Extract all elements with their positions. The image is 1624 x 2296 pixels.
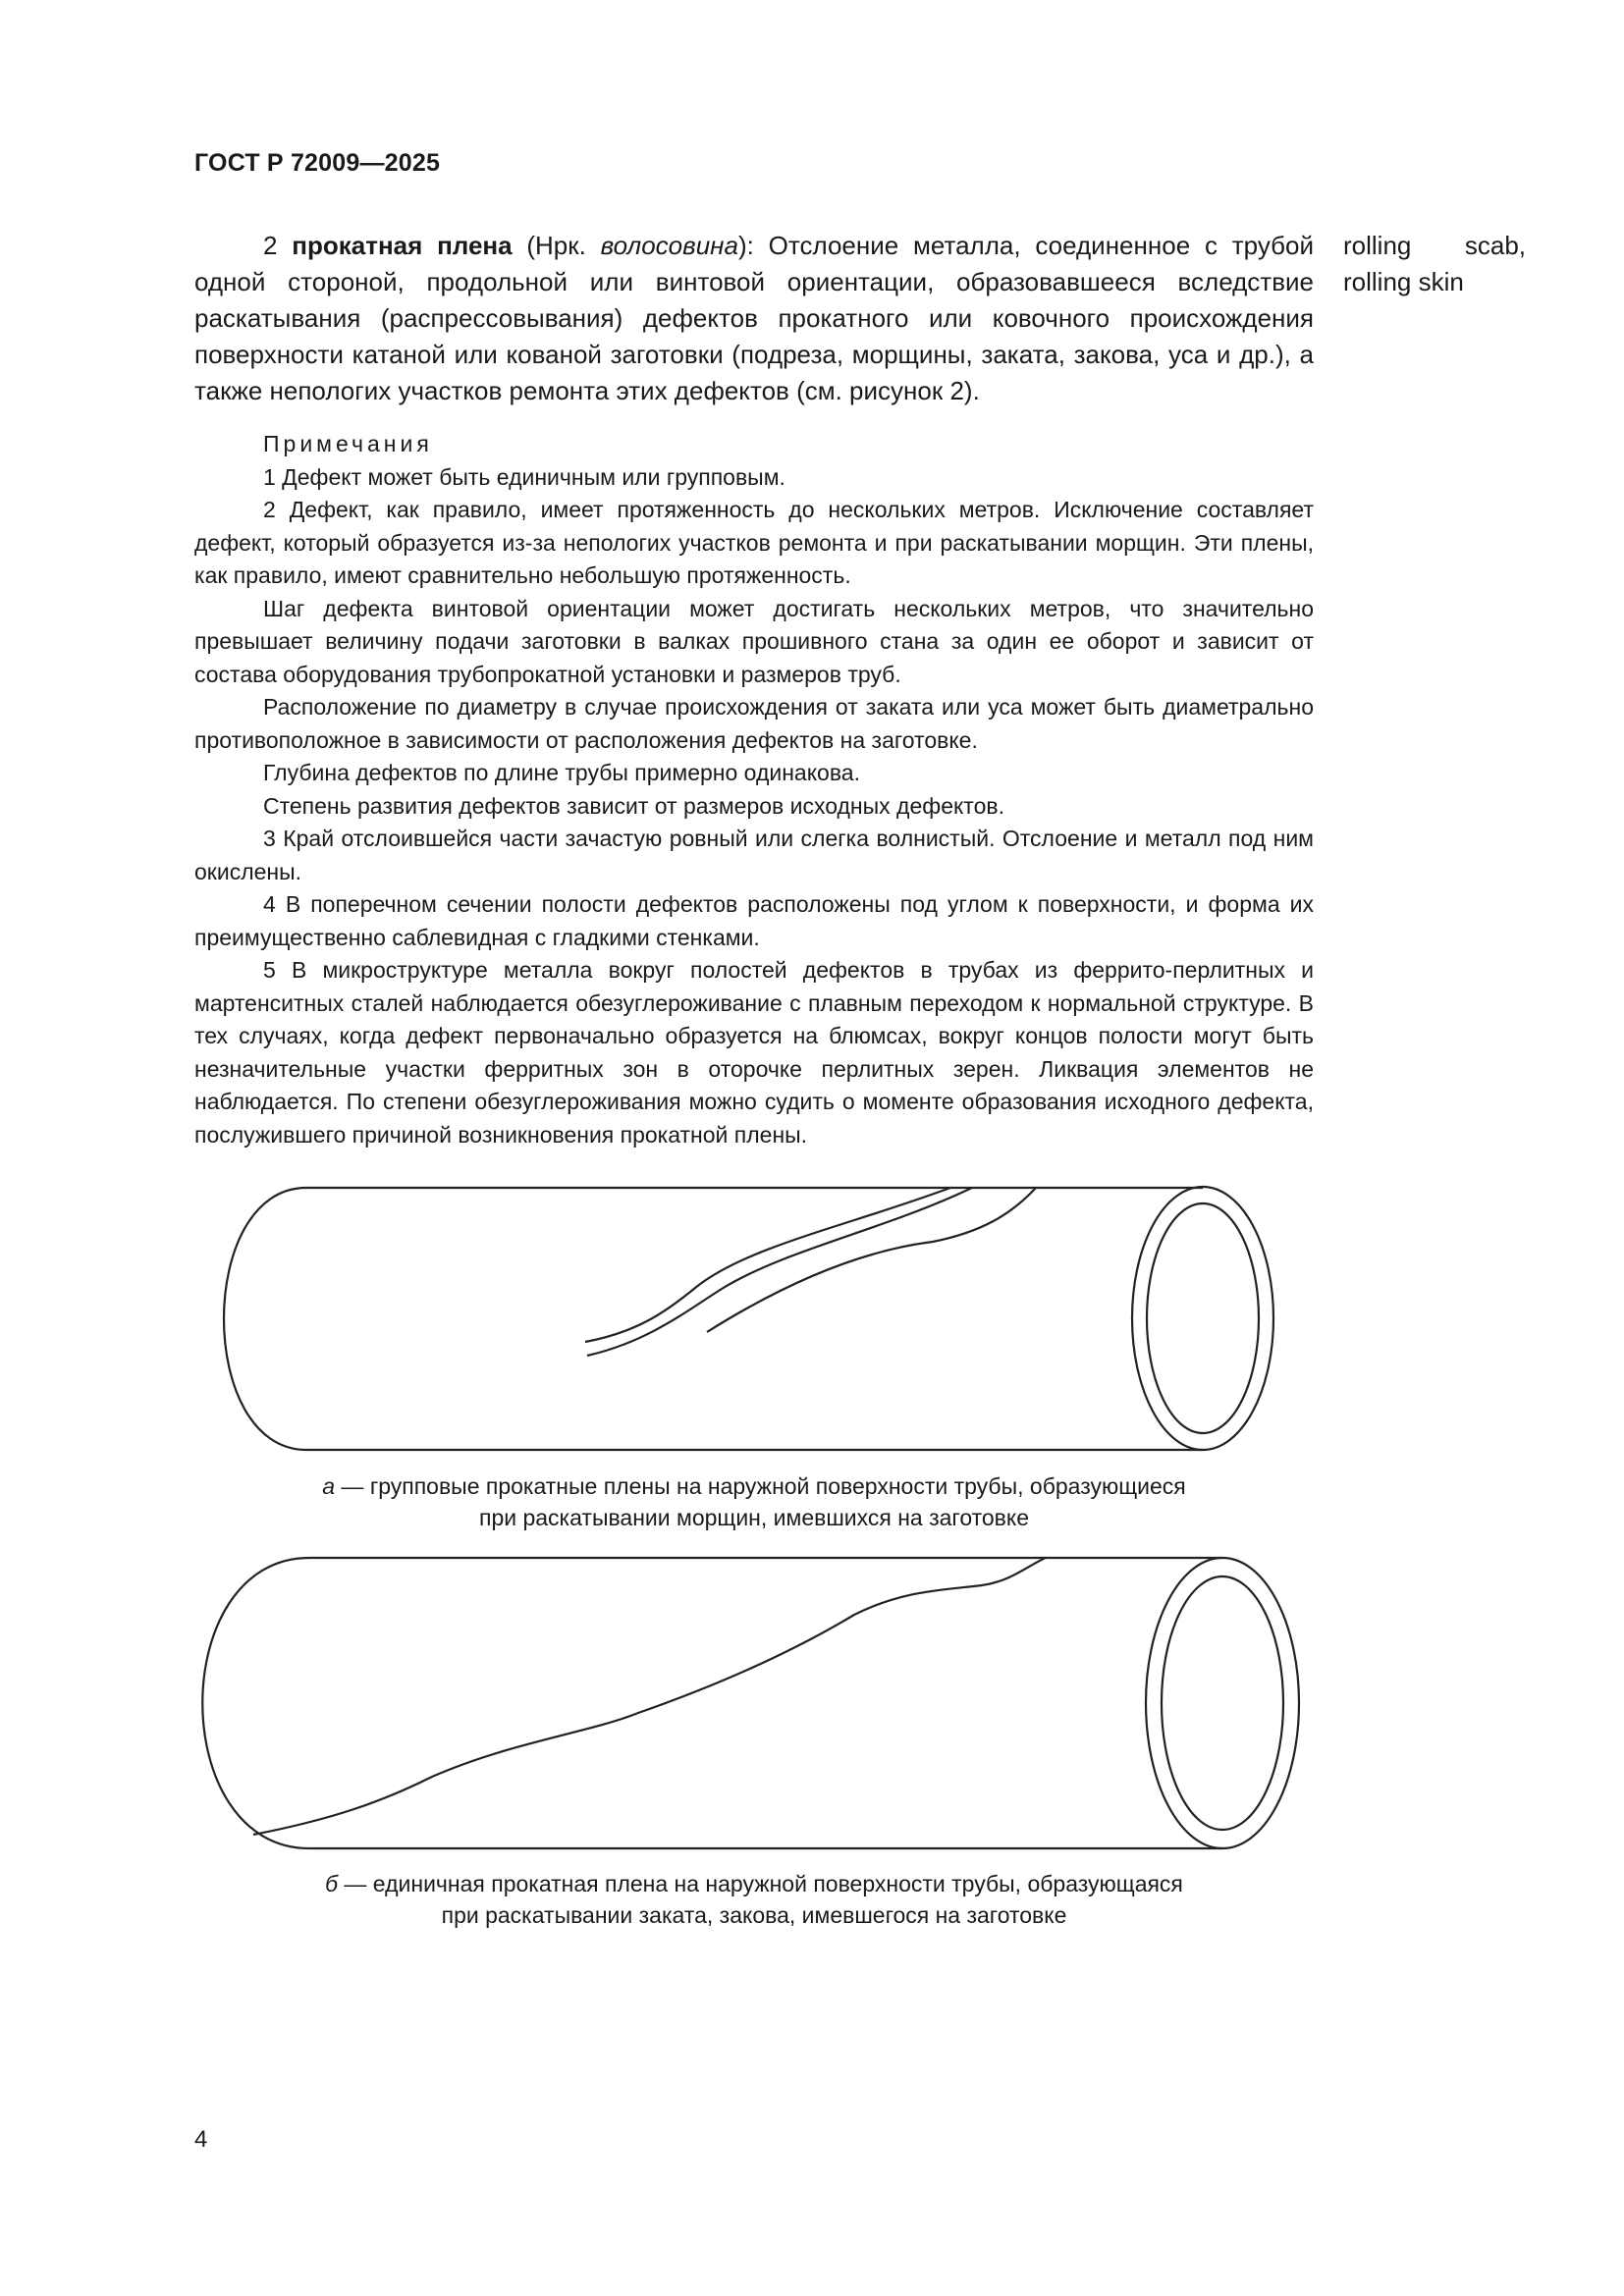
standard-code: ГОСТ Р 72009—2025 (194, 149, 441, 177)
figure-b-caption (194, 1868, 1314, 1931)
caption-letter: а (322, 1473, 336, 1499)
note-paragraph: 2 Дефект, как правило, имеет протяженность до нескольких метров. Исключение составляет дефект, который образуется из-за непологих участков ремонта и при раскатывании морщин. Эти плены, как правило, имеют сравнительно небольшую протяженность. (194, 497, 1314, 588)
pipe-end-outer (1132, 1187, 1273, 1450)
defect-line (253, 1558, 1046, 1835)
page-number: 4 (194, 2126, 208, 2153)
caption-line: — групповые прокатные плены на наружной поверхности трубы, образующиеся (335, 1473, 1186, 1499)
note-paragraph: Расположение по диаметру в случае происхождения от заката или уса может быть диаметрально противоположное в зависимости от расположения дефектов на заготовке. (194, 694, 1314, 753)
npk-suffix: ): (737, 231, 769, 260)
definition-text: Отслоение металла, соединенное с трубой одной стороной, продольной или винтовой ориентации, образовавшееся вследствие раскатывания (распрессовывания) дефектов прокатного или ковочного происхождения поверхности катаной или кованой заготовки (подреза, морщины, заката, закова, уса и др.), а также непологих участков ремонта этих дефектов (см. рисунок 2). (194, 231, 1314, 405)
pipe-outline (224, 1188, 1203, 1450)
term-definition (194, 228, 1314, 409)
note-paragraph: 1 Дефект может быть единичным или групповым. (263, 463, 785, 490)
caption-line: — единичная прокатная плена на наружной поверхности трубы, образующаяся (338, 1871, 1183, 1896)
npk-prefix: (Нрк. (526, 231, 601, 260)
note-paragraph: Шаг дефекта винтовой ориентации может достигать нескольких метров, что значительно превышает величину подачи заготовки в валках прошивного стана за один ее оборот и зависит от состава оборудования трубопрокатной установки и размеров труб. (194, 595, 1314, 687)
pipe-illustration-b (0, 1546, 1624, 1860)
npk-term: волосовина (600, 231, 738, 260)
pipe-illustration-a (0, 1173, 1624, 1468)
notes-section (194, 428, 1314, 1151)
figure-a-caption (194, 1470, 1314, 1533)
note-paragraph: 3 Край отслоившейся части зачастую ровный или слегка волнистый. Отслоение и металл под ним окислены. (194, 826, 1314, 884)
pipe-end-inner (1162, 1576, 1283, 1830)
note-paragraph: 5 В микроструктуре металла вокруг полостей дефектов в трубах из феррито-перлитных и мартенситных сталей наблюдается обезуглероживание с плавным переходом к нормальной структуре. В тех случаях, когда дефект первоначально образуется на блюмсах, вокруг концов полости могут быть незначительные участки ферритных зон в оторочке перлитных зерен. Ликвация элементов не наблюдается. По степени обезуглероживания можно судить о моменте образования исходного дефекта, послужившего причиной возникновения прокатной плены. (194, 957, 1314, 1148)
term-number: 2 (263, 231, 278, 260)
defect-line (587, 1188, 972, 1356)
caption-letter: б (325, 1871, 339, 1896)
term-name: прокатная плена (292, 231, 513, 260)
pipe-end-inner (1147, 1203, 1259, 1433)
figure-a (0, 1173, 1624, 1468)
caption-line: при раскатывании морщин, имевшихся на заготовке (478, 1505, 1030, 1530)
pipe-end-outer (1146, 1558, 1299, 1848)
caption-line: при раскатывании заката, закова, имевшегося на заготовке (441, 1902, 1067, 1928)
note-paragraph: Степень развития дефектов зависит от размеров исходных дефектов. (263, 792, 1004, 819)
figure-b (0, 1546, 1624, 1860)
term-english: rolling scab, rolling skin (1343, 231, 1526, 296)
note-paragraph: Глубина дефектов по длине трубы примерно одинакова. (263, 760, 860, 785)
defect-line (707, 1188, 1036, 1332)
notes-title: Примечания (263, 431, 433, 456)
pipe-outline (202, 1558, 1222, 1848)
note-paragraph: 4 В поперечном сечении полости дефектов расположены под углом к поверхности, и форма их преимущественно саблевидная с гладкими стенками. (194, 891, 1314, 950)
